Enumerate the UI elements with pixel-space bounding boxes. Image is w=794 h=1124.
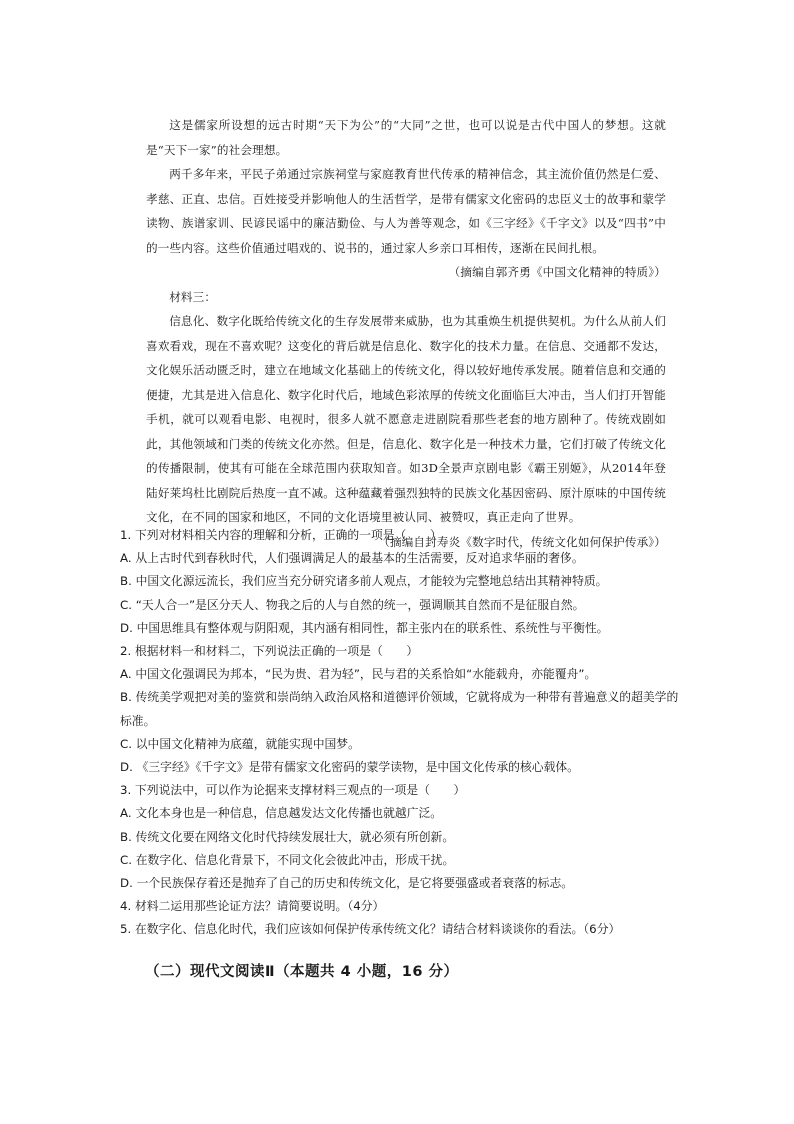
passage-paragraph: 信息化、数字化既给传统文化的生存发展带来威胁，也为其重焕生机提供契机。为什么从前人们喜欢看戏，现在不喜欢呢？这变化的背后就是信息化、数字化的技术力量。在信息、交通都不发达，文化娱乐活动匮乏时，建立在地域文化基础上的传统文化，得以较好地传承发展。随着信息和交通的便捷，尤其是进入信息化、数字化时代后，地域色彩浓厚的传统文化面临巨大冲击，当人们打开智能手机，就可以观看电影、电视时，很多人就不愿意走进剧院看那些老套的地方剧种了。传统戏剧如此，其他领域和门类的传统文化亦然。但是，信息化、数字化是一种技术力量，它们打破了传统文化的传播限制，使其有可能在全球范围内获取知音。如3D全景声京剧电影《霸王别姬》，从2014年登陆好莱坞杜比剧院后热度一直不减。这种蕴藏着强烈独特的民族文化基因密码、原汁原味的中国传统文化，在不同的国家和地区，不同的文化语境里被认同、被赞叹，真正走向了世界。 [146,314,666,524]
source-citation: （摘编自封寿炎《数字时代，传统文化如何保护传承》） [378,534,666,549]
question-stem: 4. 材料二运用那些论证方法？请简要说明。（4分） [120,899,385,914]
question-option: C. “天人合一”是区分天人、物我之后的人与自然的统一，强调顺其自然而不是征服自然。 [120,597,585,612]
passage-material-2-tail [146,113,666,554]
question-list [120,524,680,942]
question-option: C. 以中国文化精神为底蕴，就能实现中国梦。 [120,736,360,751]
question-option: C. 在数字化、信息化背景下，不同文化会彼此冲击，形成干扰。 [120,852,455,867]
material-label: 材料三： [169,289,217,304]
question-stem: 1. 下列对材料相关内容的理解和分析，正确的一项是（ ） [120,528,442,542]
question-stem: 3. 下列说法中，可以作为论据来支撑材料三观点的一项是（ ） [120,783,466,798]
passage-paragraph: 两千多年来，平民子弟通过宗族祠堂与家庭教育世代传承的精神信念，其主流价值仍然是仁爱、孝慈、正直、忠信。百姓接受并影响他人的生活哲学，是带有儒家文化密码的忠臣义士的故事和蒙学读物、族谱家训、民谚民谣中的廉洁勤俭、与人为善等观念，如《三字经》《千字文》以及“四书”中的一些内容。这些价值通过唱戏的、说书的，通过家人乡亲口耳相传，逐渐在民间扎根。 [146,167,666,255]
passage-paragraph: 这是儒家所设想的远古时期“天下为公”的“大同”之世，也可以说是古代中国人的梦想。这就是“天下一家”的社会理想。 [146,118,666,157]
question-option: A. 中国文化强调民为邦本，“民为贵、君为轻”，民与君的关系恰如“水能载舟，亦能覆舟”。 [120,667,597,682]
question-option: A. 文化本身也是一种信息，信息越发达文化传播也就越广泛。 [120,806,443,821]
section-heading: （二）现代文阅读Ⅱ（本题共 4 小题，16 分） [145,964,459,980]
question-option: B. 中国文化源远流长，我们应当充分研究诸多前人观点，才能较为完整地总结出其精神特质。 [120,574,608,589]
question-option: D. 《三字经》《千字文》是带有儒家文化密码的蒙学读物，是中国文化传承的核心载体。 [120,760,579,775]
question-option: D. 中国思维具有整体观与阴阳观，其内涵有相同性，都主张内在的联系性、系统性与平衡性。 [120,620,609,635]
question-option: B. 传统文化要在网络文化时代持续发展壮大，就必须有所创新。 [120,829,455,844]
question-option: D. 一个民族保存着还是抛弃了自己的历史和传统文化，是它将要强盛或者衰落的标志。 [120,876,574,891]
question-stem: 5. 在数字化、信息化时代，我们应该如何保护传承传统文化？请结合材料谈谈你的看法。（6分） [120,922,621,937]
question-option: B. 传统美学观把对美的鉴赏和崇尚纳入政治风格和道德评价领域，它就将成为一种带有普遍意义的超美学的标准。 [120,690,679,728]
question-stem: 2. 根据材料一和材料二，下列说法正确的一项是（ ） [120,644,419,659]
source-citation: （摘编自郭齐勇《中国文化精神的特质》） [448,265,666,279]
question-option: A. 从上古时代到春秋时代，人们强调满足人的最基本的生活需要，反对追求华丽的奢侈。 [120,551,584,566]
